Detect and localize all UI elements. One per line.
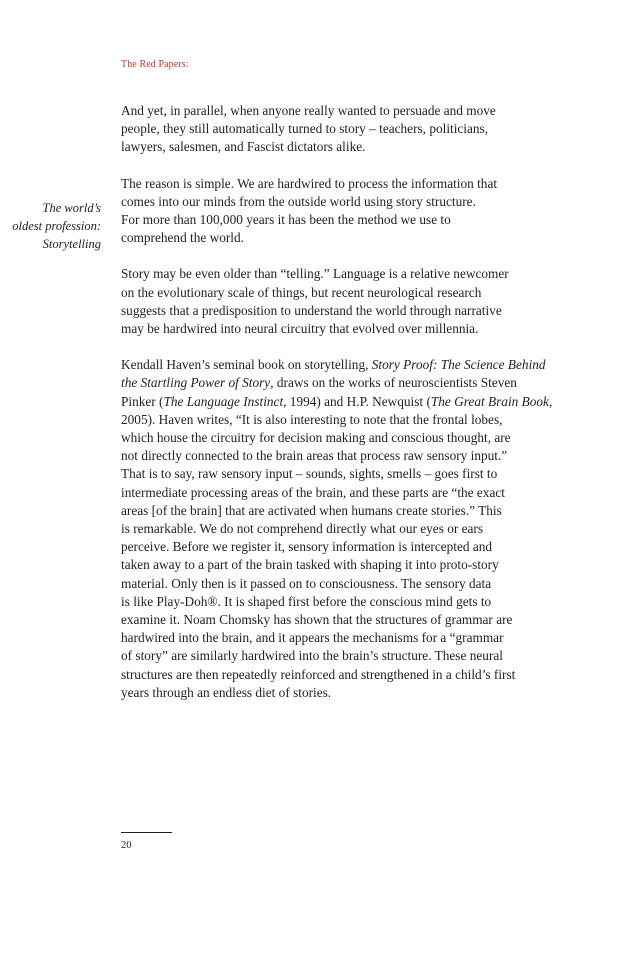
text-run: comes into our minds from the outside world using story structure. <box>121 193 476 209</box>
text-line <box>121 320 537 338</box>
text-run: Story may be even older than “telling.” Language is a relative newcomer <box>121 266 509 282</box>
text-line <box>121 538 537 556</box>
text-run: , 1994) and H.P. Newquist ( <box>283 393 431 409</box>
paragraph <box>121 356 553 702</box>
text-run: on the evolutionary scale of things, but recent neurological research <box>121 284 482 300</box>
text-run: , draws on the works of neuroscientists Steven <box>270 375 517 391</box>
text-line <box>121 593 537 611</box>
text-run: examine it. Noam Chomsky has shown that the structures of grammar are <box>121 612 513 628</box>
paragraph <box>121 102 537 157</box>
text-run: is like Play-Doh®. It is shaped first before the conscious mind gets to <box>121 593 492 609</box>
text-line <box>121 647 537 665</box>
text-run: Pinker ( <box>121 393 164 409</box>
text-line <box>121 484 537 502</box>
text-line <box>121 211 537 229</box>
text-line <box>121 429 537 447</box>
italic-title: the Startling Power of Story <box>121 375 271 391</box>
text-line <box>121 684 537 702</box>
text-run: structures are then repeatedly reinforced and strengthened in a child’s first <box>121 666 516 682</box>
paragraph <box>121 265 537 338</box>
text-run: lawyers, salesmen, and Fascist dictators alike. <box>121 139 366 155</box>
text-run: people, they still automatically turned to story – teachers, politicians, <box>121 121 489 137</box>
text-run: comprehend the world. <box>121 230 244 246</box>
text-run: suggests that a predisposition to understand the world through narrative <box>121 302 502 318</box>
page-number: 20 <box>121 840 132 851</box>
text-run: 2005). Haven writes, “It is also interesting to note that the frontal lobes, <box>121 411 503 427</box>
text-run: perceive. Before we register it, sensory information is intercepted and <box>121 539 493 555</box>
text-line <box>121 193 537 211</box>
text-line <box>121 356 546 374</box>
text-run: And yet, in parallel, when anyone really wanted to persuade and move <box>121 103 496 118</box>
text-run: intermediate processing areas of the brain, and these parts are “the exact <box>121 484 505 500</box>
text-run: material. Only then is it passed on to consciousness. The sensory data <box>121 575 492 591</box>
italic-title: The Great Brain Book <box>430 393 549 409</box>
text-line <box>121 138 537 156</box>
text-line <box>121 265 537 283</box>
text-line <box>121 502 537 520</box>
running-head: The Red Papers: <box>121 59 189 70</box>
sidebar-line: oldest profession: <box>12 219 101 233</box>
text-line <box>121 465 537 483</box>
text-line <box>121 575 537 593</box>
text-line <box>121 556 537 574</box>
paragraph <box>121 175 537 248</box>
text-line <box>121 229 537 247</box>
text-run: may be hardwired into neural circuitry that evolved over millennia. <box>121 321 479 337</box>
text-line <box>121 302 537 320</box>
sidebar-line: The world’s <box>42 201 101 215</box>
text-line <box>121 520 537 538</box>
sidebar-line: Storytelling <box>42 237 101 251</box>
text-line <box>121 374 537 392</box>
text-run: , <box>548 393 553 409</box>
footer-rule <box>121 832 172 833</box>
text-line <box>121 411 537 429</box>
text-run: The reason is simple. We are hardwired to process the information that <box>121 175 498 191</box>
text-run: That is to say, raw sensory input – sounds, sights, smells – goes first to <box>121 466 498 482</box>
text-run: not directly connected to the brain areas that process raw sensory input.” <box>121 448 508 464</box>
text-run: Kendall Haven’s seminal book on storytelling, <box>121 357 372 373</box>
text-run: of story” are similarly hardwired into the brain’s structure. These neural <box>121 648 503 664</box>
text-line <box>121 102 537 120</box>
text-line <box>121 284 537 302</box>
text-run: areas [of the brain] that are activated when humans create stories.” This <box>121 502 502 518</box>
text-line <box>121 611 537 629</box>
text-line <box>121 175 537 193</box>
sidebar-pull-quote <box>0 199 101 253</box>
text-line <box>121 666 537 684</box>
italic-title: The Language Instinct <box>163 393 284 409</box>
text-run: For more than 100,000 years it has been the method we use to <box>121 212 451 228</box>
text-line <box>121 393 553 411</box>
text-line <box>121 629 537 647</box>
body-text <box>121 102 553 720</box>
text-run: is remarkable. We do not comprehend directly what our eyes or ears <box>121 521 484 537</box>
text-run: taken away to a part of the brain tasked with shaping it into proto-story <box>121 557 499 573</box>
text-line <box>121 447 537 465</box>
text-line <box>121 120 537 138</box>
text-run: years through an endless diet of stories. <box>121 684 332 700</box>
italic-title: Story Proof: The Science Behind <box>371 357 546 373</box>
text-run: hardwired into the brain, and it appears the mechanisms for a “grammar <box>121 630 504 646</box>
text-run: which house the circuitry for decision making and conscious thought, are <box>121 430 511 446</box>
